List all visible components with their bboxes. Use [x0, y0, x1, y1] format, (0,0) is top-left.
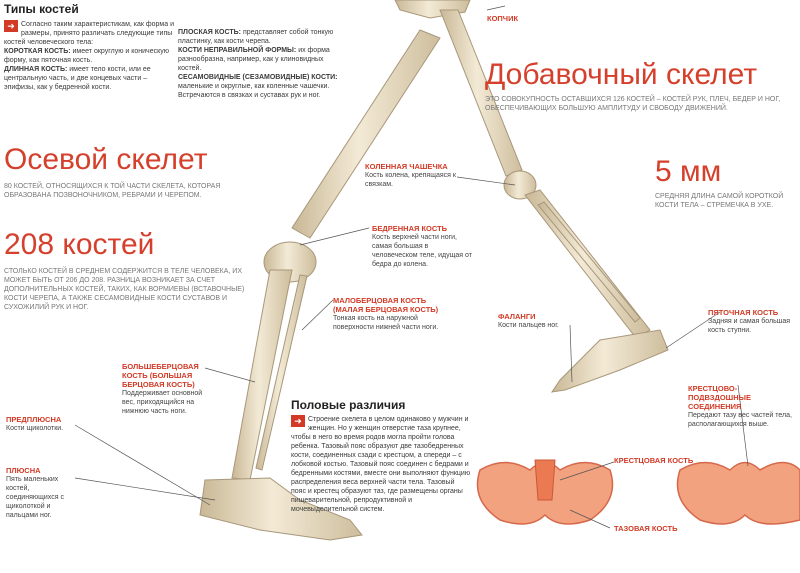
sacroiliac-callout — [688, 384, 796, 429]
short-text: имеет округлую и коническую форму, как пяточная кость. — [4, 48, 169, 64]
tibia-callout — [122, 362, 210, 416]
arrow-icon: ➜ — [4, 20, 18, 32]
tibia-title: БОЛЬШЕБЕРЦОВАЯ КОСТЬ (БОЛЬШАЯ БЕРЦОВАЯ КОСТЬ) — [122, 362, 199, 389]
types-intro: Согласно таким характеристикам, как форма и размеры, принято различать следующие типы костей человеческого тела: — [4, 21, 174, 46]
count-title: 208 костей — [4, 228, 155, 261]
size-title: 5 мм — [655, 155, 722, 188]
long-text: имеет тело кости, или ее центральную часть, и две концевых части – эпифизы, как у бедренной кости. — [4, 66, 151, 91]
irregular-label: КОСТИ НЕПРАВИЛЬНОЙ ФОРМЫ: — [178, 47, 297, 54]
pelvis-label: ТАЗОВАЯ КОСТЬ — [614, 524, 678, 533]
flat-text: представляет собой тонкую пластинку, как кости черепа. — [178, 29, 334, 45]
axial-text: 80 КОСТЕЙ, ОТНОСЯЩИХСЯ К ТОЙ ЧАСТИ СКЕЛЕТА, КОТОРАЯ ОБРАЗОВАНА ПОЗВОНОЧНИКОМ, РЕБРАМИ И ЧЕРЕПОМ. — [4, 183, 221, 199]
metatarsus-title: ПЛЮСНА — [6, 466, 41, 475]
fibula-text: Тонкая кость на наружной поверхности нижней части ноги. — [333, 315, 439, 331]
coccyx-label: КОПЧИК — [487, 14, 519, 23]
phalanges-title: ФАЛАНГИ — [498, 312, 536, 321]
femur-text: Кость верхней части ноги, самая большая в человеческом теле, идущая от бедра до колена. — [372, 234, 472, 268]
long-label: ДЛИННАЯ КОСТЬ: — [4, 66, 68, 73]
short-label: КОРОТКАЯ КОСТЬ: — [4, 48, 71, 55]
tarsus-text: Кости щиколотки. — [6, 425, 64, 432]
count-text: СТОЛЬКО КОСТЕЙ В СРЕДНЕМ СОДЕРЖИТСЯ В ТЕЛЕ ЧЕЛОВЕКА, ИХ МОЖЕТ БЫТЬ ОТ 206 ДО 208. РАЗНИЦА ВОЗНИКАЕТ ЗА СЧЕТ ДОПОЛНИТЕЛЬНЫХ КОСТЕЙ, ТАКИХ, КАК ВОРМИЕВЫ (ВСТАВОЧНЫЕ) КОСТИ ЧЕРЕПА, А ТАКЖЕ СЕСАМОВИДНЫЕ КОСТИ СУСТАВОВ И СУХОЖИЛИЙ РУК И НОГ. — [4, 268, 245, 311]
arrow-icon: ➜ — [291, 415, 305, 427]
sacroiliac-title: КРЕСТЦОВО-ПОДВЗДОШНЫЕ СОЕДИНЕНИЯ — [688, 384, 751, 411]
patella-callout — [365, 162, 465, 189]
axial-title: Осевой скелет — [4, 143, 208, 176]
tarsus-title: ПРЕДПЛЮСНА — [6, 415, 62, 424]
right-femur — [440, 10, 522, 176]
appendicular-text: ЭТО СОВОКУПНОСТЬ ОСТАВШИХСЯ 126 КОСТЕЙ – КОСТЕЙ РУК, ПЛЕЧ, БЕДЕР И НОГ, ОБЕСПЕЧИВАЮЩИХ БОЛЬШУЮ АМПЛИТУДУ И СВОБОДУ ДВИЖЕНИЙ. — [485, 96, 781, 112]
calcaneus-text: Задняя и самая большая кость ступни. — [708, 318, 791, 334]
calcaneus-callout — [708, 308, 798, 335]
sacrum-label: КРЕСТЦОВАЯ КОСТЬ — [614, 456, 694, 465]
metatarsus-callout — [6, 466, 81, 520]
femur-title: БЕДРЕННАЯ КОСТЬ — [372, 224, 448, 233]
fibula-callout — [333, 296, 448, 332]
fibula-title: МАЛОБЕРЦОВАЯ КОСТЬ (МАЛАЯ БЕРЦОВАЯ КОСТЬ) — [333, 296, 439, 314]
patella-title: КОЛЕННАЯ ЧАШЕЧКА — [365, 162, 448, 171]
phalanges-callout — [498, 312, 588, 330]
female-sacrum — [535, 460, 555, 500]
flat-label: ПЛОСКАЯ КОСТЬ: — [178, 29, 241, 36]
types-section — [4, 2, 174, 92]
sex-title: Половые различия — [291, 398, 406, 412]
types-section-2 — [178, 28, 348, 100]
tibia-text: Поддерживает основной вес, приходящийся на нижнюю часть ноги. — [122, 390, 203, 415]
right-fibula — [538, 202, 640, 322]
sesamoid-text: маленькие и округлые, как коленные чашечки. Встречаются в связках и суставах рук и ног. — [178, 83, 330, 99]
sex-text: Строение скелета в целом одинаково у мужчин и женщин. Но у женщин отверстие таза крупнее, чтобы в него во время родов могла пройти голова ребенка. Тазовый пояс образуют две тазобедренных кости, соединенных сзади с крестцом, а спереди – с лобковой костью. Тазовый пояс соединен с бедрами и бедренными костями, вместе они выполняют функцию распределения веса верхней части тела. Тазовый пояс и крестец образуют таз, где размещены органы пищеварительной, репродуктивной и мочевыделительной систем. — [291, 416, 471, 513]
sacroiliac-text: Передают тазу вес частей тела, располагающихся выше. — [688, 412, 792, 428]
calcaneus-title: ПЯТОЧНАЯ КОСТЬ — [708, 308, 779, 317]
sex-section — [291, 398, 471, 514]
patella-text: Кость колена, крепящаяся к связкам. — [365, 172, 456, 188]
metatarsus-text: Пять маленьких костей, соединяющихся с щиколоткой и пальцами ног. — [6, 476, 64, 519]
types-heading: Типы костей — [4, 2, 79, 16]
irregular-text: их форма разнообразна, например, как у клиновидных костей. — [178, 47, 330, 72]
appendicular-title: Добавочный скелет — [485, 58, 758, 91]
tarsus-callout — [6, 415, 86, 433]
femur-callout — [372, 224, 472, 269]
right-foot — [552, 330, 668, 392]
sesamoid-label: СЕСАМОВИДНЫЕ (СЕЗАМОВИДНЫЕ) КОСТИ: — [178, 74, 338, 81]
size-text: СРЕДНЯЯ ДЛИНА САМОЙ КОРОТКОЙ КОСТИ ТЕЛА – СТРЕМЕЧКА В УХЕ. — [655, 193, 784, 209]
male-pelvis — [678, 463, 800, 525]
phalanges-text: Кости пальцев ног. — [498, 322, 559, 329]
